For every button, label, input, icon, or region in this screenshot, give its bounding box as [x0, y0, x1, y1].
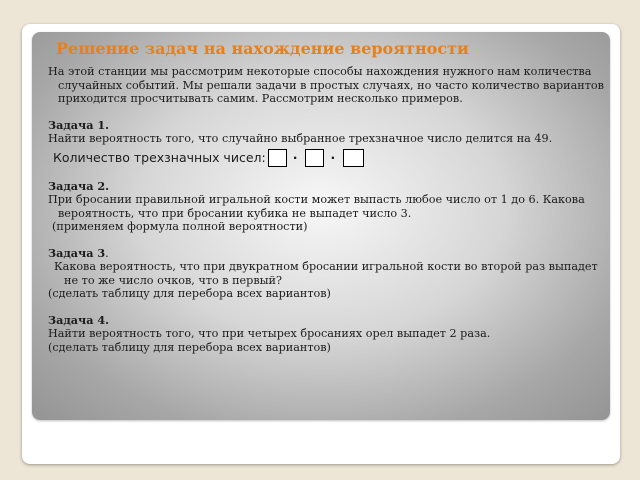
answer-box-1[interactable] [268, 149, 287, 167]
task-3-title-suffix: . [105, 246, 109, 260]
task-1-text: Найти вероятность того, что случайно выбранное трехзначное число делится на 49. [48, 132, 553, 145]
task-1-count-label: Количество трехзначных чисел: [53, 149, 266, 165]
task-4-note: (сделать таблицу для перебора всех вариантов) [48, 340, 331, 354]
answer-box-2[interactable] [305, 149, 324, 167]
task-1-count-row [48, 148, 608, 168]
task-2-text: При бросании правильной игральной кости может выпасть любое число от 1 до 6. Какова вероятность, что при бросании кубика не выпадет число 3. [48, 193, 585, 220]
answer-box-3[interactable] [343, 149, 364, 167]
task-3-note: (сделать таблицу для перебора всех вариантов) [48, 287, 331, 300]
task-3-text: Какова вероятность, что при двукратном бросании игральной кости во второй раз выпадет не то же число очков, что в первый? [54, 260, 598, 287]
multiply-dot-1: · [292, 149, 298, 165]
task-3-title-line [48, 247, 608, 261]
slide-title: Решение задач на нахождение вероятности [56, 39, 469, 58]
task-3-title: Задача 3 [48, 245, 106, 260]
task-2-note: (применяем формула полной вероятности) [52, 220, 308, 233]
task-2-title: Задача 2. [48, 178, 110, 193]
task-4-title: Задача 4. [48, 312, 110, 327]
multiply-dot-2: · [330, 149, 336, 165]
slide-content [48, 40, 608, 354]
intro-text: На этой станции мы рассмотрим некоторые способы нахождения нужного нам количества случайных событий. Мы решали задачи в простых случаях, но часто количество вариантов приходится просчитывать самим. Рассмотрим несколько примеров. [48, 65, 604, 105]
task-1-title: Задача 1. [48, 117, 110, 132]
task-4-text: Найти вероятность того, что при четырех бросаниях орел выпадет 2 раза. [48, 327, 491, 340]
